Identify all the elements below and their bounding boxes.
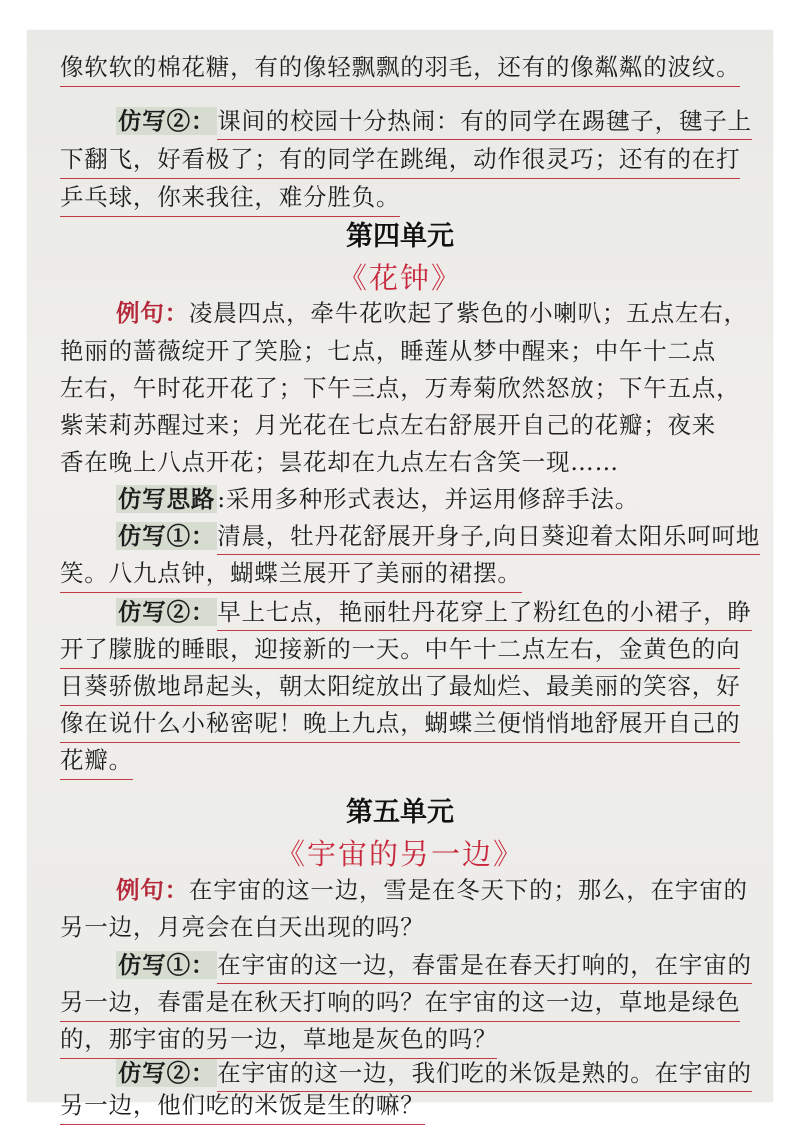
writing-2-text: 课间的校园十分热闹：有的同学在踢毽子，毽子上: [217, 107, 752, 140]
unit4-example-line-3: 左右，午时花开花了；下午三点，万寿菊欣然怒放；下午五点，: [60, 374, 741, 402]
writing-1-text: 清晨，牡丹花舒展开身子,向日葵迎着太阳乐呵呵地: [217, 522, 760, 555]
unit3-writing-2-line-1: [116, 106, 752, 136]
unit4-writing-2-line-5: 花瓣。: [60, 745, 133, 780]
writing-1-label: 仿写①：: [118, 522, 216, 550]
writing-2-label: 仿写②：: [118, 107, 216, 135]
unit4-title: 《花钟》: [337, 261, 462, 295]
unit5-writing-2-line-2: 另一边，他们吃的米饭是生的嘛？: [60, 1090, 425, 1125]
unit3-writing-2-line-2: 下翻飞，好看极了；有的同学在跳绳，动作很灵巧；还有的在打: [60, 144, 740, 179]
unit5-writing-1-line-3: 的，那宇宙的另一边，草地是灰色的吗？: [60, 1024, 497, 1059]
writing-2-text: 在宇宙的这一边，我们吃的米饭是熟的。在宇宙的: [217, 1059, 752, 1092]
unit3-writing-2-line-3: 乒乓球，你来我往，难分胜负。: [60, 182, 400, 217]
continuation-line-1: 像软软的棉花糖，有的像轻飘飘的羽毛，还有的像粼粼的波纹。: [60, 52, 740, 87]
example-label: 例句：: [116, 876, 189, 904]
example-label: 例句：: [116, 299, 189, 327]
writing-1-label: 仿写①：: [118, 951, 216, 979]
unit4-writing-2-line-3: 日葵骄傲地昂起头，朝太阳绽放出了最灿烂、最美丽的笑容，好: [60, 671, 740, 706]
unit4-example-line-5: 香在晚上八点开花；昙花却在九点左右含笑一现……: [60, 448, 619, 476]
unit5-title: 《宇宙的另一边》: [275, 837, 524, 871]
unit4-heading: 第四单元: [346, 221, 454, 252]
writing-1-text: 在宇宙的这一边，春雷是在春天打响的，在宇宙的: [217, 951, 752, 984]
writing-2-text: 早上七点，艳丽牡丹花穿上了粉红色的小裙子，睁: [217, 598, 752, 631]
unit5-heading: 第五单元: [346, 797, 454, 828]
example-text: 凌晨四点，牵牛花吹起了紫色的小喇叭；五点左右，: [188, 299, 748, 327]
writing-2-label: 仿写②：: [118, 598, 216, 626]
unit4-example-line-2: 艳丽的蔷薇绽开了笑脸；七点，睡莲从梦中醒来；中午十二点: [60, 337, 717, 365]
writing-2-label: 仿写②：: [118, 1059, 216, 1087]
unit4-writing-1-line-2: 笑。八九点钟，蝴蝶兰展开了美丽的裙摆。: [60, 558, 522, 593]
unit4-example-line-1: [116, 298, 748, 328]
unit4-writing-1-line-1: [116, 521, 760, 551]
unit4-writing-2-line-1: [116, 597, 752, 627]
unit4-writing-2-line-2: 开了朦胧的睡眼，迎接新的一天。中午十二点左右，金黄色的向: [60, 634, 740, 669]
idea-text: :采用多种形式表达，并运用修辞手法。: [217, 485, 640, 513]
example-text: 在宇宙的这一边，雪是在冬天下的；那么，在宇宙的: [188, 876, 748, 904]
unit4-example-line-4: 紫茉莉苏醒过来；月光花在七点左右舒展开自己的花瓣；夜来: [60, 411, 717, 439]
idea-label: 仿写思路: [118, 485, 216, 513]
unit5-example-line-2: 另一边，月亮会在白天出现的吗？: [60, 913, 425, 941]
unit5-writing-1-line-2: 另一边，春雷是在秋天打响的吗？在宇宙的这一边，草地是绿色: [60, 987, 740, 1022]
unit4-idea-line: [116, 484, 639, 514]
unit5-example-line-1: [116, 875, 748, 905]
unit5-writing-1-line-1: [116, 950, 752, 980]
unit4-writing-2-line-4: 像在说什么小秘密呢！晚上九点，蝴蝶兰便悄悄地舒展开自己的: [60, 708, 740, 743]
unit5-writing-2-line-1: [116, 1058, 752, 1088]
